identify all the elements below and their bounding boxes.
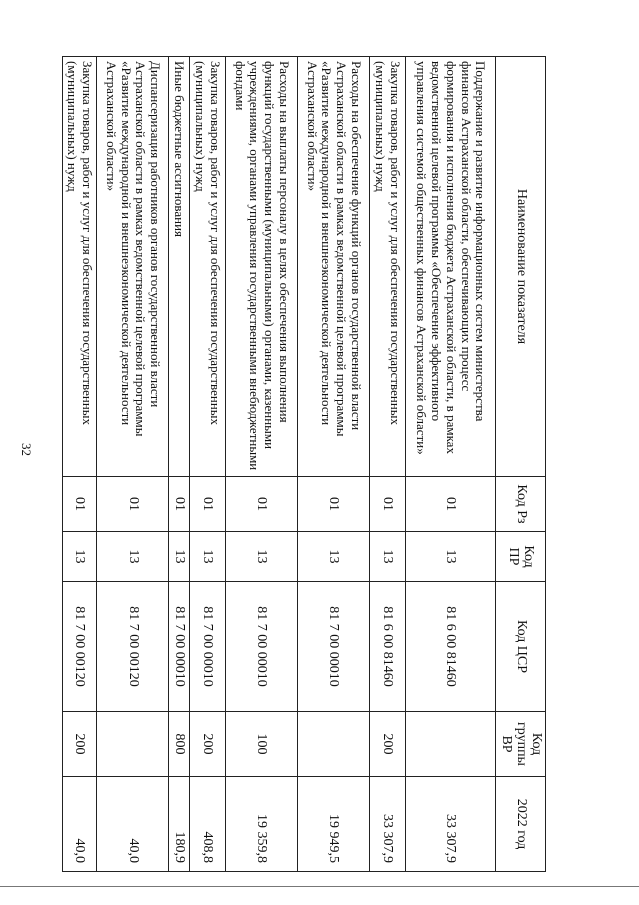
cell-rz: 01 (226, 477, 298, 532)
cell-pr: 13 (190, 532, 226, 582)
cell-vr: 200 (190, 712, 226, 777)
cell-vr (97, 712, 169, 777)
cell-amount: 40,0 (97, 777, 169, 872)
cell-amount: 33 307,9 (406, 777, 496, 872)
cell-pr: 13 (370, 532, 406, 582)
cell-pr: 13 (62, 532, 96, 582)
header-name: Наименование показателя (496, 57, 546, 477)
cell-csr: 81 7 00 00010 (169, 582, 190, 712)
cell-rz: 01 (97, 477, 169, 532)
header-csr: Код ЦСР (496, 582, 546, 712)
cell-vr: 100 (226, 712, 298, 777)
cell-amount: 33 307,9 (370, 777, 406, 872)
cell-vr (406, 712, 496, 777)
cell-csr: 81 7 00 00010 (226, 582, 298, 712)
table-header-row (496, 57, 546, 872)
cell-name: Расходы на обеспечение функций органов государственной власти Астраханской области в рамках ведомственной целевой программы «Развитие международной и внешнеэкономической деятельности Астраханской области» (298, 57, 370, 477)
cell-pr: 13 (169, 532, 190, 582)
cell-csr: 81 6 00 81460 (370, 582, 406, 712)
cell-amount: 40,0 (62, 777, 96, 872)
cell-name: Закупка товаров, работ и услуг для обеспечения государственных (муниципальных) нужд (190, 57, 226, 477)
cell-name: Иные бюджетные ассигнования (169, 57, 190, 477)
table-row (62, 57, 96, 872)
table-row (406, 57, 496, 872)
cell-csr: 81 7 00 00120 (97, 582, 169, 712)
cell-pr: 13 (406, 532, 496, 582)
budget-table (62, 56, 546, 872)
cell-pr: 13 (298, 532, 370, 582)
cell-rz: 01 (370, 477, 406, 532)
cell-csr: 81 6 00 81460 (406, 582, 496, 712)
table-row (169, 57, 190, 872)
cell-rz: 01 (298, 477, 370, 532)
cell-csr: 81 7 00 00010 (190, 582, 226, 712)
page-number: 32 (19, 443, 34, 456)
table-row (298, 57, 370, 872)
cell-csr: 81 7 00 00120 (62, 582, 96, 712)
cell-name: Закупка товаров, работ и услуг для обеспечения государственных (муниципальных) нужд (62, 57, 96, 477)
cell-rz: 01 (169, 477, 190, 532)
rotated-table-container (66, 56, 546, 871)
cell-name: Закупка товаров, работ и услуг для обеспечения государственных (муниципальных) нужд (370, 57, 406, 477)
cell-amount: 408,8 (190, 777, 226, 872)
cell-rz: 01 (406, 477, 496, 532)
header-rz: Код Рз (496, 477, 546, 532)
header-pr: Код ПР (496, 532, 546, 582)
cell-amount: 19 949,5 (298, 777, 370, 872)
page-bottom-divider (0, 886, 639, 887)
table-row (226, 57, 298, 872)
cell-rz: 01 (62, 477, 96, 532)
header-vr: Код группы ВР (496, 712, 546, 777)
cell-vr: 200 (370, 712, 406, 777)
cell-vr (298, 712, 370, 777)
cell-amount: 19 359,8 (226, 777, 298, 872)
table-row (190, 57, 226, 872)
cell-vr: 800 (169, 712, 190, 777)
cell-name: Расходы на выплаты персоналу в целях обеспечения выполнения функций государственными (муниципальными) органами, казенными учреждениями, органами управления государственными внебюджетными фондами (226, 57, 298, 477)
table-row (370, 57, 406, 872)
cell-rz: 01 (190, 477, 226, 532)
cell-name: Поддержание и развитие информационных систем министерства финансов Астраханской области, обеспечивающих процесс формирования и исполнения бюджета Астраханской области, в рамках ведомственной целевой программы «Обеспечение эффективного управления системой общественных финансов Астраханской области» (406, 57, 496, 477)
cell-amount: 180,9 (169, 777, 190, 872)
cell-pr: 13 (97, 532, 169, 582)
cell-name: Диспансеризация работников органов государственной власти Астраханской области в рамках ведомственной целевой программы «Развитие международной и внешнеэкономической деятельности Астраханской области» (97, 57, 169, 477)
table-row (97, 57, 169, 872)
cell-vr: 200 (62, 712, 96, 777)
cell-pr: 13 (226, 532, 298, 582)
header-amount: 2022 год (496, 777, 546, 872)
cell-csr: 81 7 00 00010 (298, 582, 370, 712)
